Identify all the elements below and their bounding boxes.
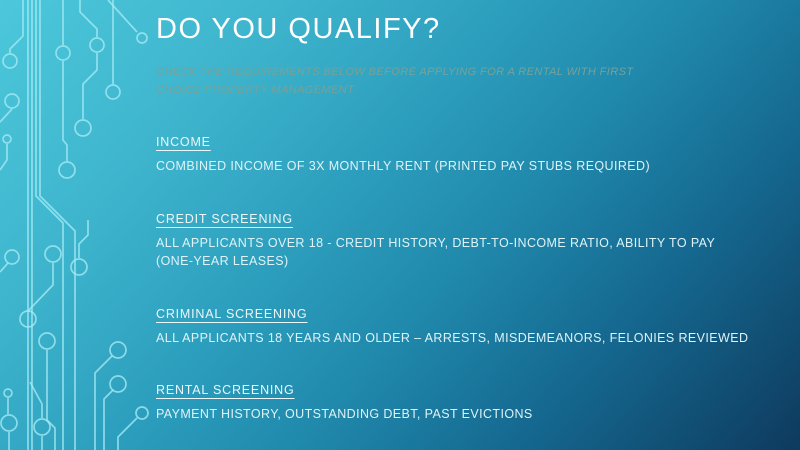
section-income (156, 133, 756, 176)
section-credit-screening (156, 210, 756, 270)
section-rental-screening-heading: RENTAL SCREENING (156, 383, 295, 397)
slide-title: DO YOU QUALIFY? (156, 13, 441, 45)
section-income-heading: INCOME (156, 135, 211, 149)
section-credit-screening-heading: CREDIT SCREENING (156, 212, 293, 226)
section-criminal-screening (156, 305, 756, 348)
section-credit-screening-body: ALL APPLICANTS OVER 18 - CREDIT HISTORY, DEBT-TO-INCOME RATIO, ABILITY TO PAY (ONE-YEAR LEASES) (156, 236, 715, 268)
slide-content (156, 0, 786, 450)
section-criminal-screening-body: ALL APPLICANTS 18 YEARS AND OLDER – ARRESTS, MISDEMEANORS, FELONIES REVIEWED (156, 331, 749, 345)
section-income-body: COMBINED INCOME OF 3X MONTHLY RENT (PRINTED PAY STUBS REQUIRED) (156, 159, 651, 173)
section-rental-screening (156, 381, 756, 424)
section-rental-screening-body: PAYMENT HISTORY, OUTSTANDING DEBT, PAST EVICTIONS (156, 407, 533, 421)
circuit-board-graphic (0, 0, 152, 450)
slide-subtitle: CHECK THE REQUIREMENTS BELOW BEFORE APPLYING FOR A RENTAL WITH FIRST CHOICE PROPERTY MANAGEMENT (156, 66, 634, 96)
circuit-traces (0, 0, 137, 450)
section-criminal-screening-heading: CRIMINAL SCREENING (156, 307, 308, 321)
